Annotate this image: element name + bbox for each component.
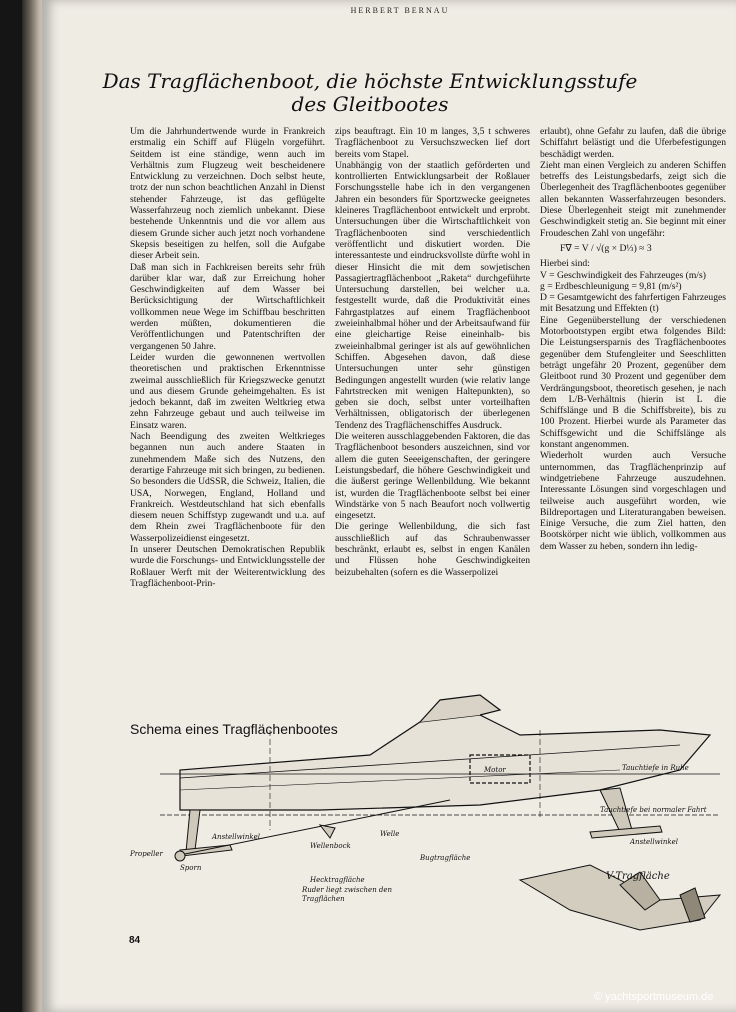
text-column-1 — [130, 126, 325, 589]
page-number: 84 — [129, 935, 141, 946]
hydrofoil-diagram — [120, 660, 730, 940]
paragraph: Wiederholt wurden auch Versuche unternommen, das Tragflächenprinzip auf windgetriebene Fahrzeuge auszudehnen. Interessante Lösungen sind vorgeschlagen und teilweise auch ausgeführt worden, wie Bildreportagen und Literaturangaben beweisen. Einige Versuche, die zum Ziel hatten, den Bootskörper nicht wie üblich, vollkommen aus dem Wasser zu heben, sondern ihn ledig- — [540, 450, 726, 552]
label-welle: Welle — [380, 830, 400, 838]
definition-item: V = Geschwindigkeit des Fahrzeuges (m/s) — [540, 269, 706, 281]
label-bugtragflaeche: Bugtragfläche — [420, 854, 471, 862]
figure-caption: Schema eines Tragflächenbootes — [130, 721, 338, 737]
paragraph: In unserer Deutschen Demokratischen Republik wurde die Forschungs- und Entwicklungsstelle der Roßlauer Werft mit der Weiterentwicklung des Tragflächenboot-Prin- — [130, 543, 325, 589]
paragraph: erlaubt), ohne Gefahr zu laufen, daß die übrige Schiffahrt belästigt und die Uferbefestigungen beschädigt werden. — [540, 126, 726, 160]
paragraph: Unabhängig von der staatlich geförderten und kontrollierten Entwicklungsarbeit der Roßlauer Forschungsstelle habe ich in den vergangenen Jahren ein besonders für Sportzwecke geeignetes kleineres Tragflächenboot entwickelt und erprobt. Untersuchungen über die Wirtschaftlichkeit von Tragflächenbooten sind verschiedentlich veröffentlicht und diskutiert worden. Die interessanteste und eindrucksvollste dürfte wohl in dieser Hinsicht die mit dem sowjetischen Passagiertragflächenboot „Raketa“ durchgeführte Untersuchung darstellen, bei welcher u.a. festgestellt wurde, daß die Produktivität eines Fahrgastplatzes auf einem Tragflächenboot zweieinhalbmal höher und der Arbeitsaufwand für eine gleichartige Reise eineinhalb- bis zweieinhalbmal geringer ist als auf gewöhnlichen Schiffen. Abgesehen davon, daß diese Untersuchungen unter sehr günstigen Bedingungen angestellt wurden (wie relativ lange Fahrtstrecken mit wenigen Haltepunkten), so geben sie doch, selbst unter vorteilhaften Verhältnissen, obligatorisch der überlegenen Tendenz des Tragflächenschiffes Ausdruck. — [335, 159, 530, 431]
froude-formula: F∇ = V / √(g × D⅓) ≈ 3 — [560, 242, 652, 254]
paragraph: Leider wurden die gewonnenen wertvollen theoretischen und praktischen Erkenntnisse zweimal ausschließlich für Kriegszwecke genutzt und aus diesem Grunde geheimgehalten. Es ist jedoch bekannt, daß im zweiten Weltkrieg etwa zehn Fahrzeuge gebaut und auch teilweise im Einsatz waren. — [130, 351, 325, 431]
paragraph: Hierbei sind: — [540, 258, 590, 270]
label-hecktragflaeche: Hecktragfläche — [310, 876, 365, 884]
label-tauchtiefe-ruhe: Tauchtiefe in Ruhe — [622, 764, 689, 772]
label-motor: Motor — [484, 766, 506, 774]
label-ruder-note-2: Tragflächen — [302, 895, 345, 903]
label-propeller: Propeller — [130, 850, 163, 858]
article-title: Das Tragflächenboot, die höchste Entwicklungsstufe des Gleitbootes — [102, 69, 638, 116]
watermark: © yachtsportmuseum.de — [594, 991, 714, 1003]
text-column-2 — [335, 126, 530, 578]
author-header: HERBERT BERNAU — [350, 6, 450, 15]
label-anstellwinkel-bug: Anstellwinkel — [630, 838, 678, 846]
label-sporn: Sporn — [180, 864, 202, 872]
paragraph: Die geringe Wellenbildung, die sich fast ausschließlich auf das Schraubenwasser beschränkt, erlaubt es, selbst in engen Kanälen und Flüssen hohe Geschwindigkeiten beizubehalten (sofern es die Wasserpolizei — [335, 521, 530, 578]
label-wellenbock: Wellenbock — [310, 842, 351, 850]
text-column-3 — [540, 126, 726, 552]
paragraph: Die weiteren ausschlaggebenden Faktoren, die das Tragflächenboot besonders auszeichnen, sind vor allem die guten Seeeigenschaften, der geringere Leistungsbedarf, die höhere Geschwindigkeit und die äußerst geringe Wellenbildung. Wie bekannt ist, wurden die Tragflächenboote selbst bei einer Windstärke von 5 nach Beaufort noch vollwertig eingesetzt. — [335, 431, 530, 522]
label-tauchtiefe-fahrt: Tauchtiefe bei normaler Fahrt — [600, 806, 707, 814]
paragraph: Nach Beendigung des zweiten Weltkrieges begannen nun auch andere Staaten in zunehmendem Maße sich des Nutzens, den derartige Fahrzeuge mit sich bringen, zu bedienen. So besonders die UdSSR, die Schweiz, Italien, die USA, Norwegen, England, Holland und Frankreich. Westdeutschland hat sich ebenfalls diesem neuen Schiffstyp zugewandt und u.a. auf dem Rhein zwei Tragflächenboote für den Wasserpolizeidienst eingesetzt. — [130, 431, 325, 544]
paragraph: Eine Gegenüberstellung der verschiedenen Motorbootstypen ergibt etwa folgendes Bild: Die Leistungsersparnis des Tragflächenbootes gegenüber dem Stufengleiter und Seeschlitten beträgt ungefähr 20 Prozent, gegenüber dem Gleitboot rund 30 Prozent und gegenüber dem Verdrängungsboot, theoretisch gesehen, je nach dem L/B-Verhältnis (hierin ist L die Schiffslänge und B die Schiffsbreite), bis zu 100 Prozent. Hierbei wurde als Parameter das Schiffsgewicht und die Schiffslänge als konstant angenommen. — [540, 314, 726, 451]
definition-item: D = Gesamtgewicht des fahrfertigen Fahrzeuges mit Besatzung und Effekten (t) — [540, 292, 726, 315]
paragraph: Um die Jahrhundertwende wurde in Frankreich erstmalig ein Schiff auf Flügeln vorgeführt. Seitdem ist eine ständige, wenn auch im Verhältnis zum Flugzeug weit bescheidenere Entwicklung zu verzeichnen. Doch selbst heute, trotz der nun schon beachtlichen Anzahl in Dienst stehender Fahrzeuge, ist das geflügelte Wasserfahrzeug noch ziemlich unbekannt. Diese bestehende Unkenntnis und die vor allem aus diesem Grunde sicher auch jetzt noch vorhandene Skepsis beseitigen zu helfen, soll die Aufgabe dieser Arbeit sein. — [130, 126, 325, 262]
label-anstellwinkel-heck: Anstellwinkel — [212, 833, 260, 841]
paragraph: zips beauftragt. Ein 10 m langes, 3,5 t schweres Tragflächenboot zu Versuchszwecken lief dort bereits vom Stapel. — [335, 126, 530, 160]
label-ruder-note-1: Ruder liegt zwischen den — [302, 886, 393, 894]
definition-item: g = Erdbeschleunigung = 9,81 (m/s²) — [540, 280, 682, 292]
label-v-tragflaeche: V-Tragfläche — [606, 871, 670, 882]
paragraph: Zieht man einen Vergleich zu anderen Schiffen betreffs des Leistungsbedarfs, zeigt sich die Überlegenheit des Tragflächenbootes gegenüber allen bekannten Wasserfahrzeugen besonders. Diese Überlegenheit steigt mit zunehmender Geschwindigkeit stetig an. Sie beginnt mit einer Froudeschen Zahl von ungefähr: — [540, 159, 726, 239]
paragraph: Daß man sich in Fachkreisen bereits sehr früh darüber klar war, daß zur Erreichung hoher Geschwindigkeiten auf dem Wasser bei Berücksichtigung der Wirtschaftlichkeit vollkommen neue Wege im Schiffbau beschritten werden müßten, dokumentieren die Veröffentlichungen und Patentschriften der vergangenen 50 Jahre. — [130, 261, 325, 352]
